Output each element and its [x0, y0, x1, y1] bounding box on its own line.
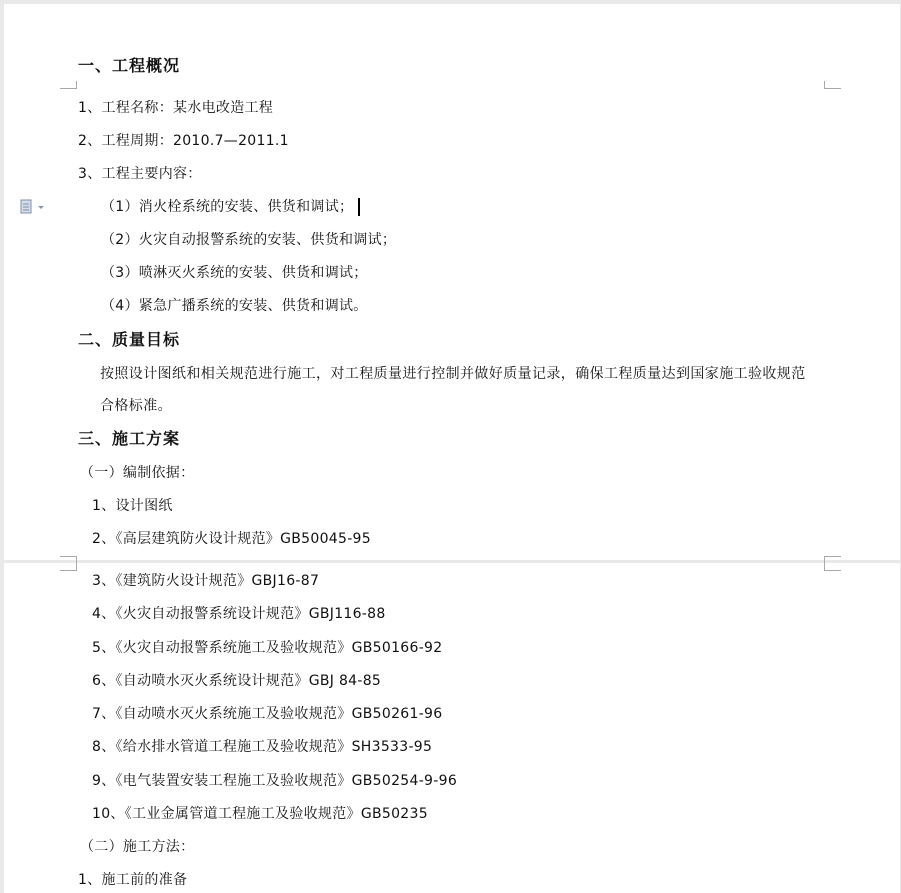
reference-item: 6、《自动喷水灭火系统设计规范》GBJ 84-85 [92, 673, 382, 689]
reference-item: 5、《火灾自动报警系统施工及验收规范》GB50166-92 [92, 640, 443, 656]
content-item-3: （3）喷淋灭火系统的安装、供货和调试； [101, 265, 368, 281]
reference-item: 8、《给水排水管道工程施工及验收规范》SH3533-95 [92, 739, 433, 755]
reference-item: 1、设计图纸 [92, 498, 173, 514]
document-icon [20, 199, 46, 215]
margin-corner-top-left [60, 81, 77, 89]
margin-corner-top-left [60, 563, 77, 571]
margin-corner-top-right [824, 563, 841, 571]
reference-item: 9、《电气装置安装工程施工及验收规范》GB50254-9-96 [92, 773, 458, 789]
reference-item: 10、《工业金属管道工程施工及验收规范》GB50235 [92, 806, 428, 822]
subsection-basis: （一）编制依据： [80, 465, 195, 481]
reference-item: 4、《火灾自动报警系统设计规范》GBJ116-88 [92, 606, 386, 622]
content-item-1: （1）消火栓系统的安装、供货和调试； [101, 199, 354, 215]
project-name-line: 1、工程名称：某水电改造工程 [78, 100, 274, 116]
reference-item: 7、《自动喷水灭火系统施工及验收规范》GB50261-96 [92, 706, 443, 722]
section-heading-quality: 二、质量目标 [78, 330, 181, 349]
reference-item: 2、《高层建筑防火设计规范》GB50045-95 [92, 531, 371, 547]
content-item-2: （2）火灾自动报警系统的安装、供货和调试； [101, 232, 397, 248]
quality-paragraph-line-1: 按照设计图纸和相关规范进行施工，对工程质量进行控制并做好质量记录，确保工程质量达到国家施工验收规范 [100, 366, 806, 382]
section-heading-plan: 三、施工方案 [78, 429, 181, 448]
paragraph-handle[interactable] [20, 199, 46, 215]
content-item-4: （4）紧急广播系统的安装、供货和调试。 [101, 298, 368, 314]
project-period-line: 2、工程周期：2010.7—2011.1 [78, 133, 289, 149]
reference-item: 3、《建筑防火设计规范》GBJ16-87 [92, 573, 320, 589]
section-heading-overview: 一、工程概况 [78, 56, 181, 75]
text-cursor [358, 198, 360, 216]
project-content-line: 3、工程主要内容： [78, 166, 202, 182]
margin-corner-top-right [824, 81, 841, 89]
quality-paragraph-line-2: 合格标准。 [100, 398, 172, 414]
method-item-1: 1、施工前的准备 [78, 872, 188, 888]
subsection-method: （二）施工方法： [80, 839, 195, 855]
